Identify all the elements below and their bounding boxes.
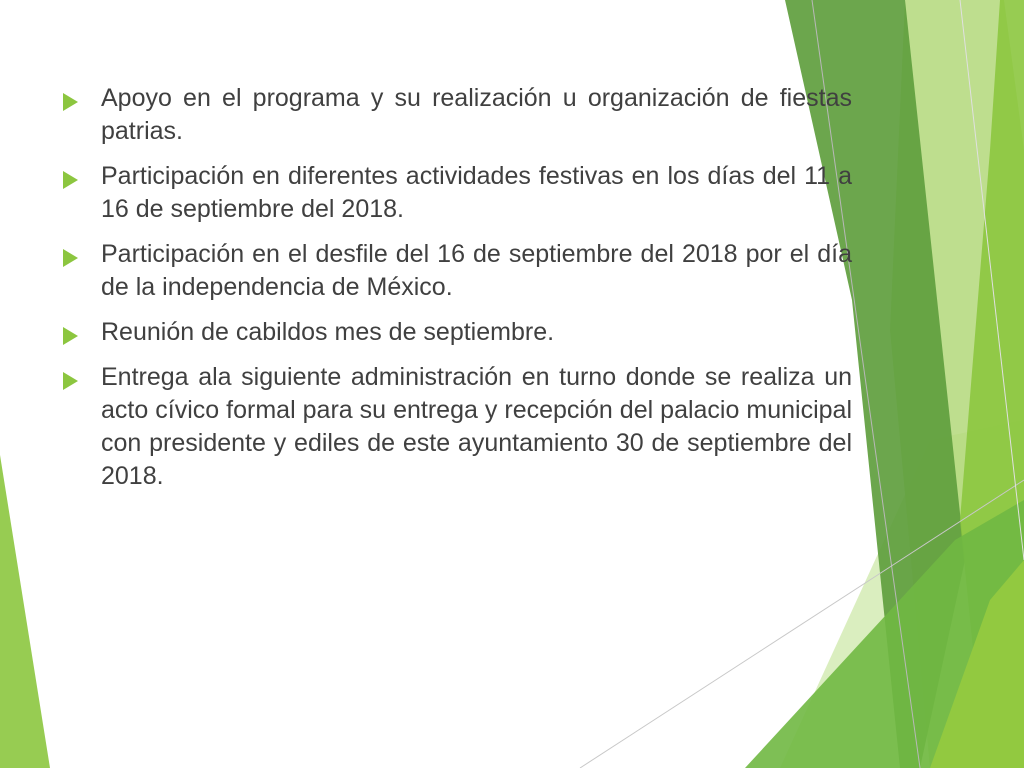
right-triangle-icon bbox=[63, 171, 78, 189]
list-item bbox=[62, 238, 852, 304]
list-item bbox=[62, 82, 852, 148]
bullet-list bbox=[62, 82, 852, 493]
right-triangle-icon bbox=[63, 372, 78, 390]
bullet-text: Apoyo en el programa y su realización u organización de fiestas patrias. bbox=[101, 84, 852, 145]
right-triangle-icon bbox=[63, 249, 78, 267]
bullet-text: Participación en diferentes actividades festivas en los días del 11 a 16 de septiembre del 2018. bbox=[101, 162, 852, 223]
bullet-text: Entrega ala siguiente administración en turno donde se realiza un acto cívico formal para su entrega y recepción del palacio municipal con presidente y ediles de este ayuntamiento 30 de septiembre del 2018. bbox=[101, 363, 852, 490]
bullet-text: Reunión de cabildos mes de septiembre. bbox=[101, 318, 555, 346]
bullet-content bbox=[62, 82, 852, 505]
list-item bbox=[62, 361, 852, 493]
bullet-text: Participación en el desfile del 16 de septiembre del 2018 por el día de la independencia de México. bbox=[101, 240, 852, 301]
left-green-sliver bbox=[0, 455, 50, 768]
list-item bbox=[62, 160, 852, 226]
list-item bbox=[62, 316, 852, 349]
right-triangle-icon bbox=[63, 327, 78, 345]
right-triangle-icon bbox=[63, 93, 78, 111]
